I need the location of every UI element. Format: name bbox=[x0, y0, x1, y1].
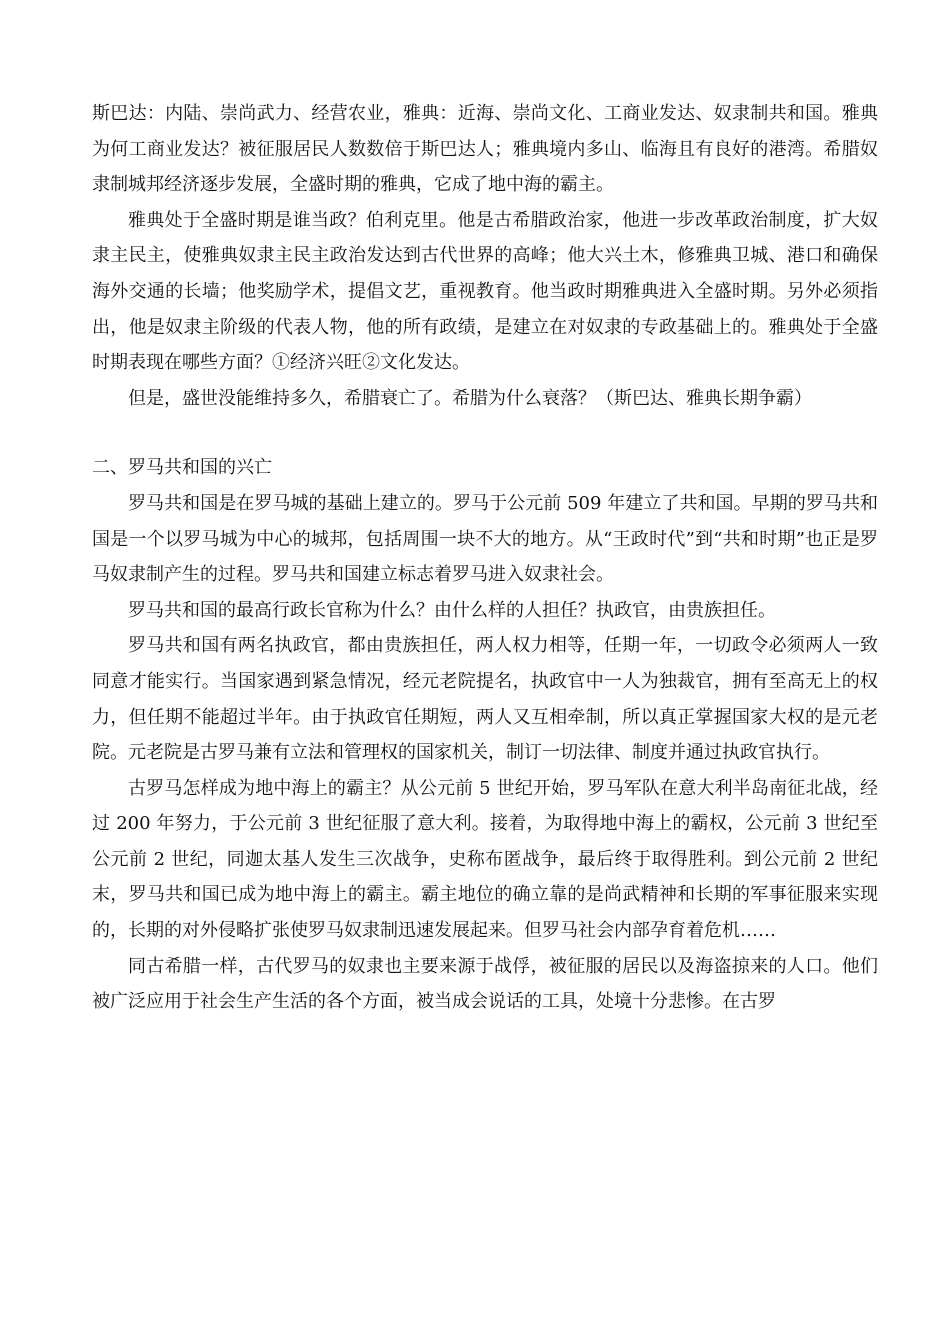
paragraph-consul-question: 罗马共和国的最高行政长官称为什么？由什么样的人担任？执政官，由贵族担任。 bbox=[128, 599, 776, 621]
document-page bbox=[92, 96, 878, 1020]
paragraph-consuls-senate: 罗马共和国有两名执政官，都由贵族担任，两人权力相等，任期一年，一切政令必须两人一致同意才能实行。当国家遇到紧急情况，经元老院提名，执政官中一人为独裁官，拥有至高无上的权力，但任期不能超过半年。由于执政官任期短，两人又互相牵制，所以真正掌握国家大权的是元老院。元老院是古罗马兼有立法和管理权的国家机关，制订一切法律、制度并通过执政官执行。 bbox=[92, 635, 878, 764]
paragraph-sparta-athens: 斯巴达：内陆、崇尚武力、经营农业，雅典：近海、崇尚文化、工商业发达、奴隶制共和国。雅典为何工商业发达？被征服居民人数数倍于斯巴达人；雅典境内多山、临海且有良好的港湾。希腊奴隶制城邦经济逐步发展，全盛时期的雅典，它成了地中海的霸主。 bbox=[92, 103, 878, 196]
paragraph-pericles: 雅典处于全盛时期是谁当政？伯利克里。他是古希腊政治家，他进一步改革政治制度，扩大奴隶主民主，使雅典奴隶主民主政治发达到古代世界的高峰；他大兴土木，修雅典卫城、港口和确保海外交通的长墙；他奖励学术，提倡文艺，重视教育。他当政时期雅典进入全盛时期。另外必须指出，他是奴隶主阶级的代表人物，他的所有政绩，是建立在对奴隶的专政基础上的。雅典处于全盛时期表现在哪些方面？①经济兴旺②文化发达。 bbox=[92, 209, 878, 374]
paragraph-republic-founding: 罗马共和国是在罗马城的基础上建立的。罗马于公元前 509 年建立了共和国。早期的罗马共和国是一个以罗马城为中心的城邦，包括周围一块不大的地方。从“王政时代”到“共和时期”也正是罗马奴隶制产生的过程。罗马共和国建立标志着罗马进入奴隶社会。 bbox=[92, 492, 878, 586]
paragraph-greece-decline: 但是，盛世没能维持多久，希腊衰亡了。希腊为什么衰落？（斯巴达、雅典长期争霸） bbox=[128, 387, 812, 409]
paragraph-mediterranean-hegemony: 古罗马怎样成为地中海上的霸主？从公元前 5 世纪开始，罗马军队在意大利半岛南征北战，经过 200 年努力，于公元前 3 世纪征服了意大利。接着，为取得地中海上的霸权，公元前 3 世纪至公元前 2 世纪，同迦太基人发生三次战争，史称布匿战争，最后终于取得胜利。到公元前 2 世纪末，罗马共和国已成为地中海上的霸主。霸主地位的确立靠的是尚武精神和长期的军事征服来实现的，长期的对外侵略扩张使罗马奴隶制迅速发展起来。但罗马社会内部孕育着危机…… bbox=[92, 777, 878, 942]
paragraph-roman-slaves: 同古希腊一样，古代罗马的奴隶也主要来源于战俘，被征服的居民以及海盗掠来的人口。他们被广泛应用于社会生产生活的各个方面，被当成会说话的工具，处境十分悲惨。在古罗 bbox=[92, 955, 878, 1013]
section-heading-roman-republic: 二、罗马共和国的兴亡 bbox=[92, 457, 272, 479]
